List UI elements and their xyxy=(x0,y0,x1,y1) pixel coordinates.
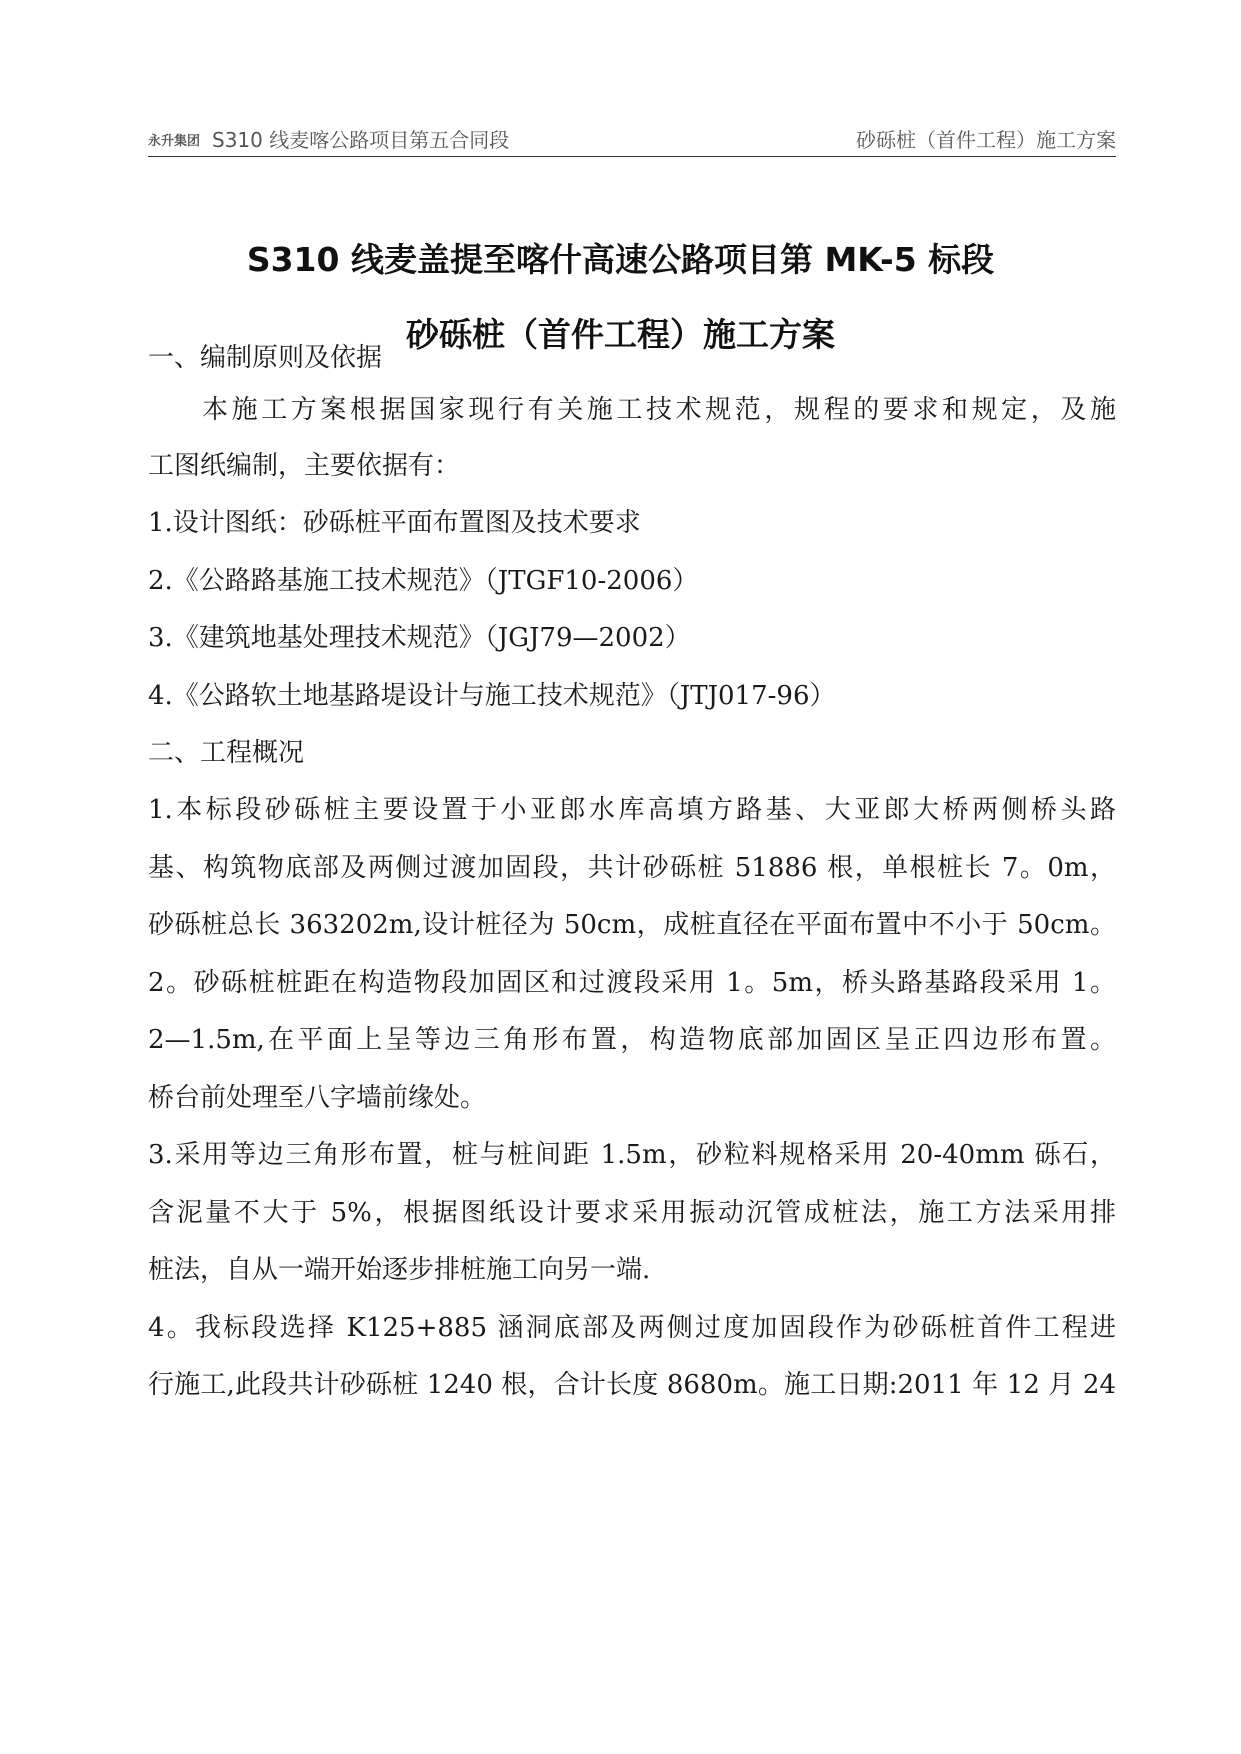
project-name: S310 线麦喀公路项目第五合同段 xyxy=(212,128,510,152)
paragraph-line: 行施工,此段共计砂砾桩 1240 根，合计长度 8680m。施工日期:2011 年 12 月 24 xyxy=(148,1370,1116,1400)
title-line-1: S310 线麦盖提至喀什高速公路项目第 MK-5 标段 xyxy=(246,240,995,279)
basis-item-4: 4.《公路软土地基路堤设计与施工技术规范》（JTJ017-96） xyxy=(148,681,836,711)
paragraph-line: 4。我标段选择 K125+885 涵洞底部及两侧过度加固段作为砂砾桩首件工程进 xyxy=(148,1313,1116,1343)
paragraph-line: 基、构筑物底部及两侧过渡加固段，共计砂砾桩 51886 根，单根桩长 7。0m， xyxy=(148,853,1116,883)
paragraph-line: 本施工方案根据国家现行有关施工技术规范，规程的要求和规定，及施 xyxy=(202,395,1116,425)
paragraph-line: 2—1.5m,在平面上呈等边三角形布置，构造物底部加固区呈正四边形布置。 xyxy=(148,1025,1116,1055)
paragraph-line: 砂砾桩总长 363202m,设计桩径为 50cm，成桩直径在平面布置中不小于 50cm。 xyxy=(148,910,1116,940)
basis-item-1: 1.设计图纸：砂砾桩平面布置图及技术要求 xyxy=(148,508,641,538)
header-left xyxy=(148,124,509,153)
company-brand: 永升集团 xyxy=(148,134,201,149)
basis-item-2: 2.《公路路基施工技术规范》（JTGF10-2006） xyxy=(148,566,699,596)
paragraph-line: 3.采用等边三角形布置，桩与桩间距 1.5m，砂粒料规格采用 20-40mm 砾石， xyxy=(148,1140,1116,1170)
title-line-2: 砂砾桩（首件工程）施工方案 xyxy=(406,315,835,354)
document-name: 砂砾桩（首件工程）施工方案 xyxy=(856,128,1116,152)
paragraph-line: 桥台前处理至八字墙前缘处。 xyxy=(148,1083,487,1113)
basis-item-3: 3.《建筑地基处理技术规范》（JGJ79—2002） xyxy=(148,623,691,653)
section-heading-2: 二、工程概况 xyxy=(148,738,305,768)
paragraph-line: 桩法，自从一端开始逐步排桩施工向另一端. xyxy=(148,1255,651,1285)
page-header xyxy=(148,120,1116,157)
paragraph-line: 2。砂砾桩桩距在构造物段加固区和过渡段采用 1。5m，桥头路基路段采用 1。 xyxy=(148,968,1116,998)
section-heading-1: 一、编制原则及依据 xyxy=(148,343,383,373)
paragraph-line: 工图纸编制，主要依据有： xyxy=(148,451,461,481)
paragraph-line: 含泥量不大于 5%，根据图纸设计要求采用振动沉管成桩法，施工方法采用排 xyxy=(148,1198,1116,1228)
paragraph-line: 1.本标段砂砾桩主要设置于小亚郎水库高填方路基、大亚郎大桥两侧桥头路 xyxy=(148,795,1116,825)
